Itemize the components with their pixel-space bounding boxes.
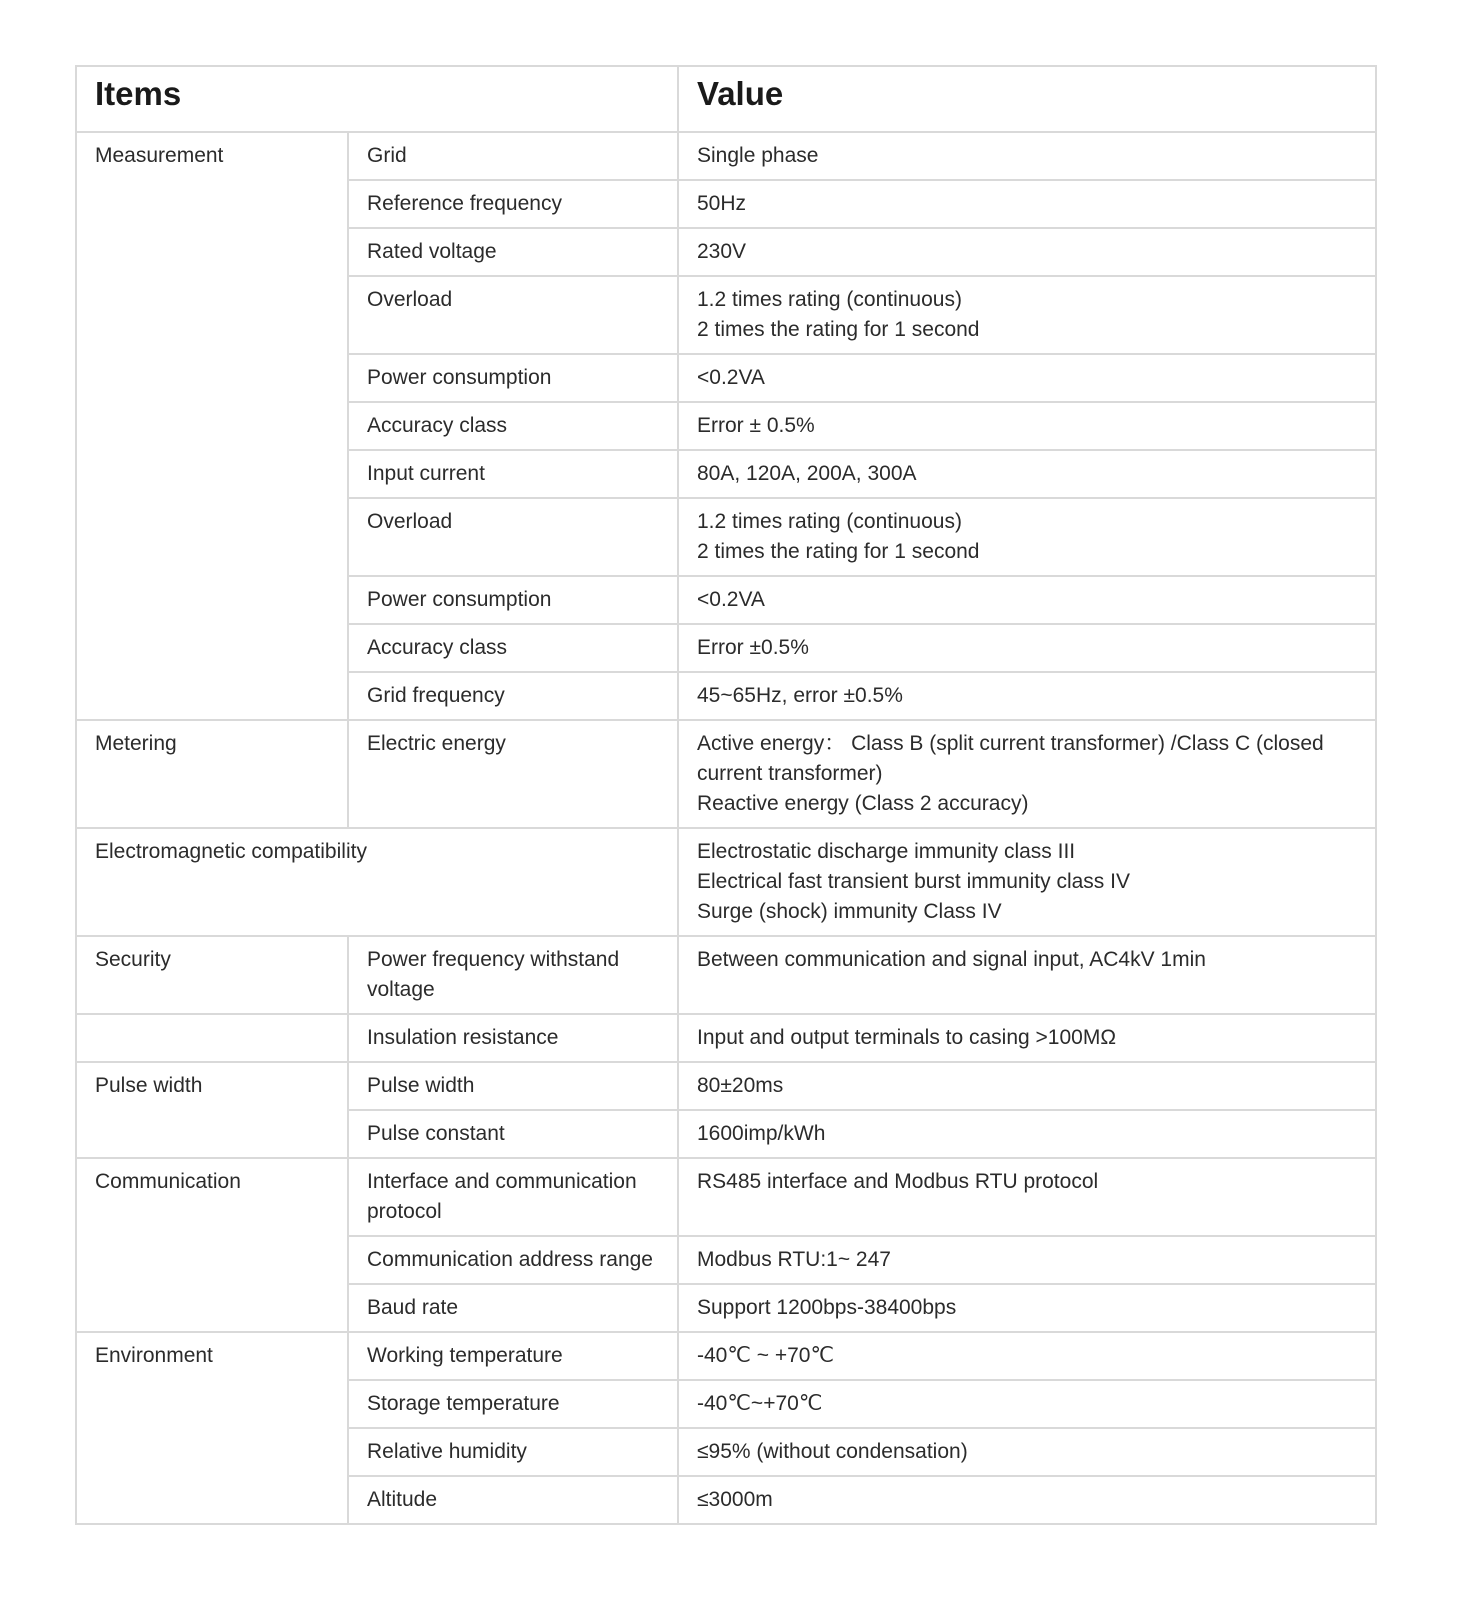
category-cell: Environment <box>76 1332 348 1524</box>
value-line: 230V <box>697 240 747 263</box>
value-line: ≤95% (without condensation) <box>697 1440 968 1463</box>
value-cell <box>678 828 1376 936</box>
value-cell <box>678 1380 1376 1428</box>
value-line: 2 times the rating for 1 second <box>697 318 980 341</box>
value-line: Support 1200bps-38400bps <box>697 1296 957 1319</box>
value-line: Error ±0.5% <box>697 636 809 659</box>
item-cell: Input current <box>348 450 678 498</box>
item-cell: Pulse constant <box>348 1110 678 1158</box>
item-cell: Relative humidity <box>348 1428 678 1476</box>
value-line: Reactive energy (Class 2 accuracy) <box>697 792 1029 815</box>
value-line: 1.2 times rating (continuous) <box>697 288 962 311</box>
category-cell-empty <box>76 1014 348 1062</box>
value-cell <box>678 1062 1376 1110</box>
table-row <box>76 828 1376 936</box>
value-line: Modbus RTU:1~ 247 <box>697 1248 891 1271</box>
category-cell: Security <box>76 936 348 1014</box>
spec-table <box>75 65 1377 1525</box>
value-cell <box>678 132 1376 180</box>
category-cell: Metering <box>76 720 348 828</box>
value-line: 1.2 times rating (continuous) <box>697 510 962 533</box>
value-line: Active energy： Class B (split current transformer) /Class C (closed current transformer) <box>697 732 1324 785</box>
value-cell <box>678 402 1376 450</box>
value-line: Input and output terminals to casing >100MΩ <box>697 1026 1117 1049</box>
value-cell <box>678 1110 1376 1158</box>
value-cell <box>678 276 1376 354</box>
value-cell <box>678 180 1376 228</box>
item-cell: Working temperature <box>348 1332 678 1380</box>
item-cell: Pulse width <box>348 1062 678 1110</box>
value-cell <box>678 624 1376 672</box>
table-row <box>76 132 1376 180</box>
header-value: Value <box>678 66 1376 132</box>
table-row <box>76 1062 1376 1110</box>
value-line: -40℃~+70℃ <box>697 1392 823 1415</box>
value-cell <box>678 354 1376 402</box>
item-cell: Interface and communication protocol <box>348 1158 678 1236</box>
item-cell: Storage temperature <box>348 1380 678 1428</box>
value-cell <box>678 498 1376 576</box>
table-row <box>76 720 1376 828</box>
value-line: Single phase <box>697 144 819 167</box>
value-line: Surge (shock) immunity Class IV <box>697 900 1002 923</box>
value-cell <box>678 1332 1376 1380</box>
item-cell: Grid <box>348 132 678 180</box>
value-cell <box>678 720 1376 828</box>
item-cell: Overload <box>348 498 678 576</box>
item-cell: Reference frequency <box>348 180 678 228</box>
value-cell <box>678 1158 1376 1236</box>
value-cell <box>678 936 1376 1014</box>
spec-table-body <box>76 132 1376 1524</box>
value-line: Electrical fast transient burst immunity class IV <box>697 870 1130 893</box>
item-cell: Insulation resistance <box>348 1014 678 1062</box>
item-cell: Rated voltage <box>348 228 678 276</box>
table-row <box>76 1014 1376 1062</box>
item-cell: Accuracy class <box>348 624 678 672</box>
table-row <box>76 1158 1376 1236</box>
value-line: 2 times the rating for 1 second <box>697 540 980 563</box>
value-line: <0.2VA <box>697 366 765 389</box>
value-line: 80A, 120A, 200A, 300A <box>697 462 917 485</box>
category-cell: Communication <box>76 1158 348 1332</box>
item-cell: Electric energy <box>348 720 678 828</box>
value-cell <box>678 672 1376 720</box>
value-line: 80±20ms <box>697 1074 784 1097</box>
category-cell: Electromagnetic compatibility <box>76 828 678 936</box>
table-row <box>76 1332 1376 1380</box>
item-cell: Power consumption <box>348 354 678 402</box>
value-cell <box>678 1014 1376 1062</box>
category-cell: Pulse width <box>76 1062 348 1158</box>
value-line: -40℃ ~ +70℃ <box>697 1344 835 1367</box>
value-cell <box>678 1284 1376 1332</box>
value-cell <box>678 1476 1376 1524</box>
item-cell: Overload <box>348 276 678 354</box>
header-items: Items <box>76 66 678 132</box>
value-line: Error ± 0.5% <box>697 414 815 437</box>
table-row <box>76 936 1376 1014</box>
header-row <box>76 66 1376 132</box>
item-cell: Accuracy class <box>348 402 678 450</box>
item-cell: Grid frequency <box>348 672 678 720</box>
category-cell: Measurement <box>76 132 348 720</box>
value-line: Electrostatic discharge immunity class III <box>697 840 1076 863</box>
value-cell <box>678 228 1376 276</box>
item-cell: Altitude <box>348 1476 678 1524</box>
value-cell <box>678 1428 1376 1476</box>
value-cell <box>678 576 1376 624</box>
value-line: <0.2VA <box>697 588 765 611</box>
value-cell <box>678 1236 1376 1284</box>
value-line: ≤3000m <box>697 1488 773 1511</box>
value-line: 50Hz <box>697 192 747 215</box>
value-cell <box>678 450 1376 498</box>
item-cell: Communication address range <box>348 1236 678 1284</box>
value-line: 45~65Hz, error ±0.5% <box>697 684 903 707</box>
item-cell: Power frequency withstand voltage <box>348 936 678 1014</box>
item-cell: Power consumption <box>348 576 678 624</box>
value-line: 1600imp/kWh <box>697 1122 826 1145</box>
item-cell: Baud rate <box>348 1284 678 1332</box>
value-line: RS485 interface and Modbus RTU protocol <box>697 1170 1099 1193</box>
value-line: Between communication and signal input, AC4kV 1min <box>697 948 1206 971</box>
